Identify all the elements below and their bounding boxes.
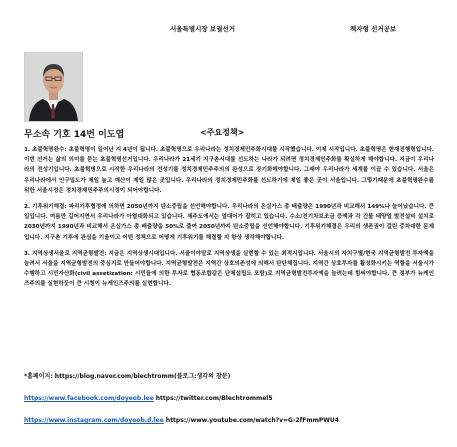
contact-links (24, 372, 444, 438)
policy-item-regional: 3. 지역상생서울로 지역균형발전: 지금은 지역상생시대입니다. 서울이야말로 지역상생을 실현할 수 있는 최적지입니다. 서울시의 자치구별/현국 지역균형발전 투자액을 늘려서 서울을 지역균형발전의 중심지로 만들어야합니다. 지역균형발전은 지역간 상호의존성에 의해서 탄탄해집니다. 지역간 상호투자를 활성화시키는 역할을 서울시가 수행하고 시민자산화(civil assetization: 시민들에 의한 투자로 협동조합같은 단체설립도 포함)로 지역균형발전투자액을 늘려는데 힘써야합니다. 큰 정부가 뉴케인즈주의를 실현하듯이 큰 시청이 뉴케인즈주의를 실현합니다. (24, 250, 435, 288)
youtube-link[interactable]: https://www.youtube.com/watch?v=G-2fFmmPWU4 (165, 417, 339, 424)
homepage-link[interactable]: *홈페이지: https://blog.naver.com/blechtromm(블로그:생각의 창문) (24, 373, 231, 380)
social-line-2 (24, 416, 444, 438)
policy-list (24, 145, 434, 296)
instagram-link[interactable]: https://www.instagram.com/doyeob.d.lee (24, 417, 164, 424)
candidate-photo (24, 52, 83, 122)
candidate-portrait-image (25, 53, 82, 121)
election-title: 서울특별시장 보궐선거 (170, 25, 236, 33)
policy-item-revolution: 1. 초불혁명완수: 초불혁명이 일어난 지 4년이 됩니다. 초불혁명으로 우리나라는 정치경제민주화시대를 시작했습니다. 이제 시작입니다. 초불혁명은 현재진행형입니다. 이번 선거는 삶의 의미를 묻는 초불혁명선거입니다. 우리나라가 21세기 지구촌시대를 선도하는 나라가 되려면 정치경제민주화를 확실하게 해야합니다. 지금이 우리나라의 전성기입니다. 초불혁명으로 시작한 우리나라의 전성기를 정치경제민주주의의 완성으로 장기화해야합니다. 그래야 우리나라가 세계를 이끌 수 있습니다. 서울은 우리나라에서 인구밀도가 제일 높고 예산이 제일 많은 곳입니다. 우리나라의 정치경제민주화를 선도하기에 제일 좋은 곳이 서울입니다. 그렇기때문에 초불혁명완수를 위한 서울시정은 정치경제민주주의시정이 되어야합니다. (24, 147, 434, 194)
facebook-link[interactable]: https://www.facebook.com/doyeob.lee (24, 395, 154, 402)
candidate-name: 무소속 기호 14번 이도엽 (24, 130, 125, 140)
blog-line (24, 372, 444, 394)
policy-section-title: <주요정책> (200, 128, 245, 137)
document-type: 책자형 선거공보 (350, 25, 397, 33)
policy-item-climate: 2. 기후위기해결: 파리기후협정에 의하면 2050년까지 탄소중립을 선언해야합니다. 우리나라의 온실가스 총 배출량은 1990년과 비교해서 149%나 늘어났습니다. 큰일입니다. 여름만 길어지면서 우리나라가 아열대화되고 있습니다. 제주도에서는 열대어가 잡히고 있습니다. 수소/전기차보조금 증액과 각 건물 태양열 발전설비 설치로 2030년까지 1990년과 비교해서 온실가스 총 배출량을 50%로 줄여 2050년까지 탄소중립을 선언해야합니다. 기후위기해결은 우리의 생존권이 걸린 중차대한 문제입니다. 지구촌 기후에 관심을 기울이고 어떤 정책으로 어떻게 기후위기를 해결할 지 항상 생각해야합니다. (24, 204, 434, 241)
twitter-link[interactable]: https://twitter.com/Blechtrommel5 (155, 395, 273, 402)
social-line-1 (24, 394, 444, 416)
